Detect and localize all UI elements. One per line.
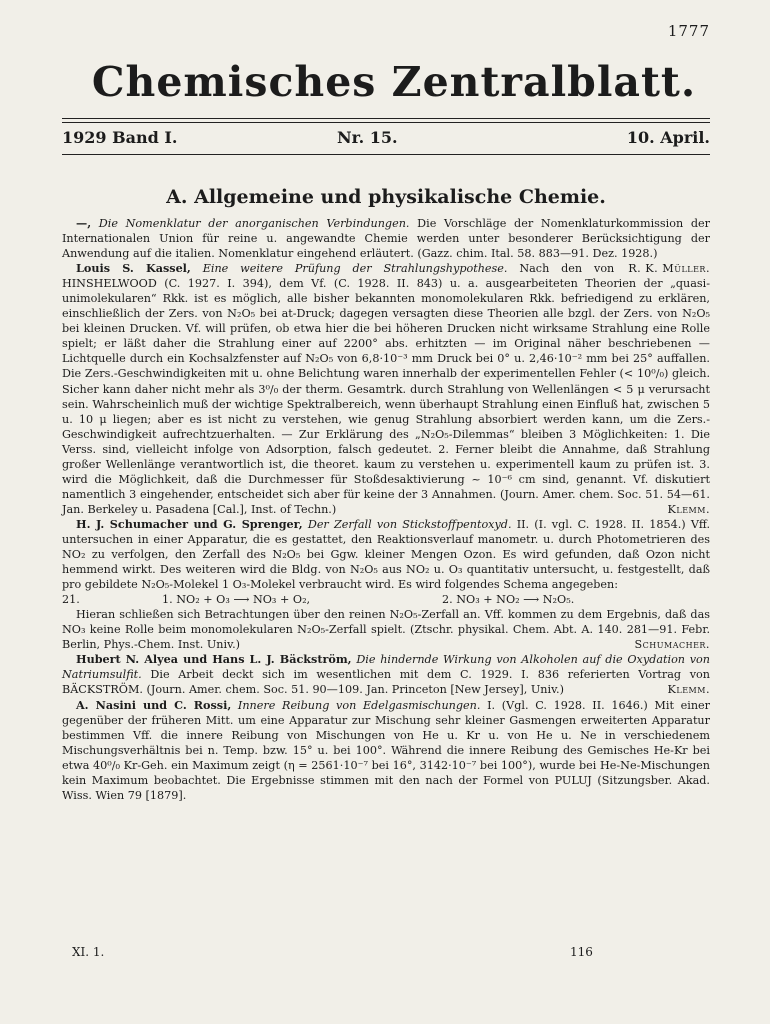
entry-author: A. Nasini und C. Rossi,: [76, 697, 232, 712]
reaction-2: 2. NO₃ + NO₂ ⟶ N₂O₅.: [442, 593, 575, 607]
entry-text: I. (Vgl. C. 1928. II. 1646.) Mit einer gegenüber der früheren Mitt. um eine Apparatur zur Mischung sehr kleiner Gasmengen erweiterten Apparatur bestimmen Vff. die innere Reibung von Mischungen von He u. Kr u. von He u. Ne in verschiedenem Mischungsverhältnis bei n. Temp. bzw. 15° u. bei 100°. Während die innere Reibung des Gemisches He-Kr bei etwa 40⁰/₀ Kr-Geh. ein Maximum zeigt (η = 2561·10⁻⁷ bei 16°, 3142·10⁻⁷ bei 100°), wurde bei He-Ne-Mischungen kein Maximum beobachtet. Die Ergebnisse stimmen mit den nach der Formel von PULUJ (Sitzungsber. Akad. Wiss. Wien 79 [1879].: [62, 698, 710, 802]
entry-title: Der Zerfall von Stickstoffpentoxyd.: [307, 517, 512, 531]
issue-year-volume: 1929 Band I.: [62, 128, 178, 147]
entry-signature: Klemm.: [667, 683, 710, 697]
entry-kassel: [62, 261, 710, 517]
article-body: [62, 216, 710, 803]
entry-author: Louis S. Kassel,: [76, 261, 191, 276]
reaction-scheme: [62, 592, 710, 607]
masthead-rule: [62, 118, 710, 123]
footer-signature-mark: XI. 1.: [72, 945, 105, 959]
footer-sheet-number: 116: [570, 945, 593, 959]
reaction-1: 1. NO₂ + O₃ ⟶ NO₃ + O₂,: [162, 593, 311, 607]
journal-masthead: Chemisches Zentralblatt.: [91, 58, 697, 106]
entry-nasini: [62, 698, 710, 803]
entry-text: II. (I. vgl. C. 1928. II. 1854.) Vff. untersuchen in einer Apparatur, die es gestattet, den Reaktionsverlauf manometr. u. durch Photometrieren des NO₂ zu verfolgen, den Zerfall des N₂O₅ bei Ggw. kleiner Mengen Ozon. Es wird gefunden, daß Ozon nicht hemmend wirkt. Des weiteren wird die Bldg. von N₂O₅ aus NO₂ u. O₃ quantitativ untersucht, u. festgestellt, daß pro gebildete N₂O₅-Molekel 1 O₃-Molekel verbraucht wird. Es wird folgendes Schema angegeben:: [62, 517, 711, 592]
entry-title: Die hindernde Wirkung von Alkoholen auf die Oxydation von Natriumsulfit.: [62, 653, 710, 682]
entry-text: Nach den von HINSHELWOOD (C. 1927. I. 394), dem Vf. (C. 1928. II. 843) u. a. ausgearbeiteten Theorien der „quasi-unimolekularen“ Rkk. ist es möglich, alle bisher bekannten monomolekularen Rkk. befriedigend zu erklären, einschließlich der Zers. von N₂O₅ bei at-Druck; dagegen versagten diese Theorien alle bzgl. der Zers. von N₂O₅ bei kleinen Drucken. Vf. will prüfen, ob etwa hier die bei höheren Drucken nicht wirksame Strahlung eine Rolle spielt; er läßt daher die Strahlung einer auf 2200° abs. erhitzten — im Original näher beschriebenen — Lichtquelle durch ein Kochsalzfenster auf N₂O₅ von 6,8·10⁻³ mm Druck bei 0° u. 2,46·10⁻² mm bei 25° auffallen. Die Zers.-Geschwindigkeiten mit u. ohne Belichtung waren innerhalb der experimentellen Fehler (< 10⁰/₀) gleich. Sicher kann daher nicht mehr als 3⁰/₀ der therm. Gesamtrk. durch Strahlung von Wellenlängen < 5 μ verursacht sein. Wahrscheinlich muß der wichtige Spektralbereich, wenn überhaupt Strahlung einen Einfluß hat, zwischen 5 u. 10 μ liegen; aber es ist nicht zu verstehen, wie genug Strahlung absorbiert werden kann, um die Zers.-Geschwindigkeit aufrechtzuerhalten. — Zur Erklärung des „N₂O₅-Dilemmas“ bleiben 3 Möglichkeiten: 1. Die Verss. sind, vielleicht infolge von Adsorption, falsch gedeutet. 2. Ferner bleibt die Annahme, daß Strahlung großer Wellenlänge verantwortlich ist, die theoret. kaum zu verstehen u. experimentell kaum zu prüfen ist. 3. wird die Möglichkeit, daß die Durchmesser für Stoßdesaktivierung ~ 10⁻⁶ cm sind, genannt. Vf. diskutiert namentlich 3 eingehender, entscheidet sich aber für keine der 3 Annahmen. (Journ. Amer. chem. Soc. 51. 54—61. Jan. Berkeley u. Pasadena [Cal.], Inst. of Techn.): [62, 262, 710, 516]
entry-author: Hubert N. Alyea und Hans L. J. Bäckström,: [76, 652, 352, 667]
page-number: 1777: [667, 22, 710, 40]
entry-alyea: [62, 652, 710, 697]
issue-line: [62, 128, 710, 150]
entry-title: Die Nomenklatur der anorganischen Verbindungen.: [98, 217, 410, 230]
issue-rule: [62, 154, 710, 155]
entry-signature: Schumacher.: [634, 638, 710, 652]
entry-title: Eine weitere Prüfung der Strahlungshypothese.: [202, 262, 508, 276]
entry-text: Die Vorschläge der Nomenklaturkommission der Internationalen Union für reine u. angewandte Chemie werden unter besonderer Berücksichtigung der Anwendung auf die italien. Nomenklatur eingehend erläutert. (Gazz. chim. Ital. 58. 883—91. Dez. 1928.): [62, 217, 710, 261]
section-title: A. Allgemeine und physikalische Chemie.: [166, 186, 606, 208]
entry-text: Die Arbeit deckt sich im wesentlichen mit dem C. 1929. I. 836 referierten Vortrag von BÄCKSTRÖM. (Journ. Amer. chem. Soc. 51. 90—109. Jan. Princeton [New Jersey], Univ.): [62, 668, 711, 697]
issue-date: 10. April.: [626, 128, 710, 147]
entry-schumacher: [62, 517, 710, 592]
entry-author: —,: [76, 216, 92, 230]
entry-signature: R. K. Müller.: [628, 262, 710, 276]
entry-signature: Klemm.: [667, 502, 710, 516]
page-footer: [62, 945, 710, 963]
entry-schumacher-cont: [62, 607, 710, 652]
entry-title: Innere Reibung von Edelgasmischungen.: [237, 698, 481, 712]
entry-author: H. J. Schumacher und G. Sprenger,: [76, 516, 303, 531]
entry-text: Hieran schließen sich Betrachtungen über den reinen N₂O₅-Zerfall an. Vff. kommen zu dem Ergebnis, daß das NO₃ keine Rolle beim monomolekularen N₂O₅-Zerfall spielt. (Ztschr. physikal. Chem. Abt. A. 140. 281—91. Febr. Berlin, Phys.-Chem. Inst. Univ.): [62, 608, 710, 652]
margin-mark: 21.: [62, 593, 80, 607]
issue-number: Nr. 15.: [337, 128, 398, 147]
